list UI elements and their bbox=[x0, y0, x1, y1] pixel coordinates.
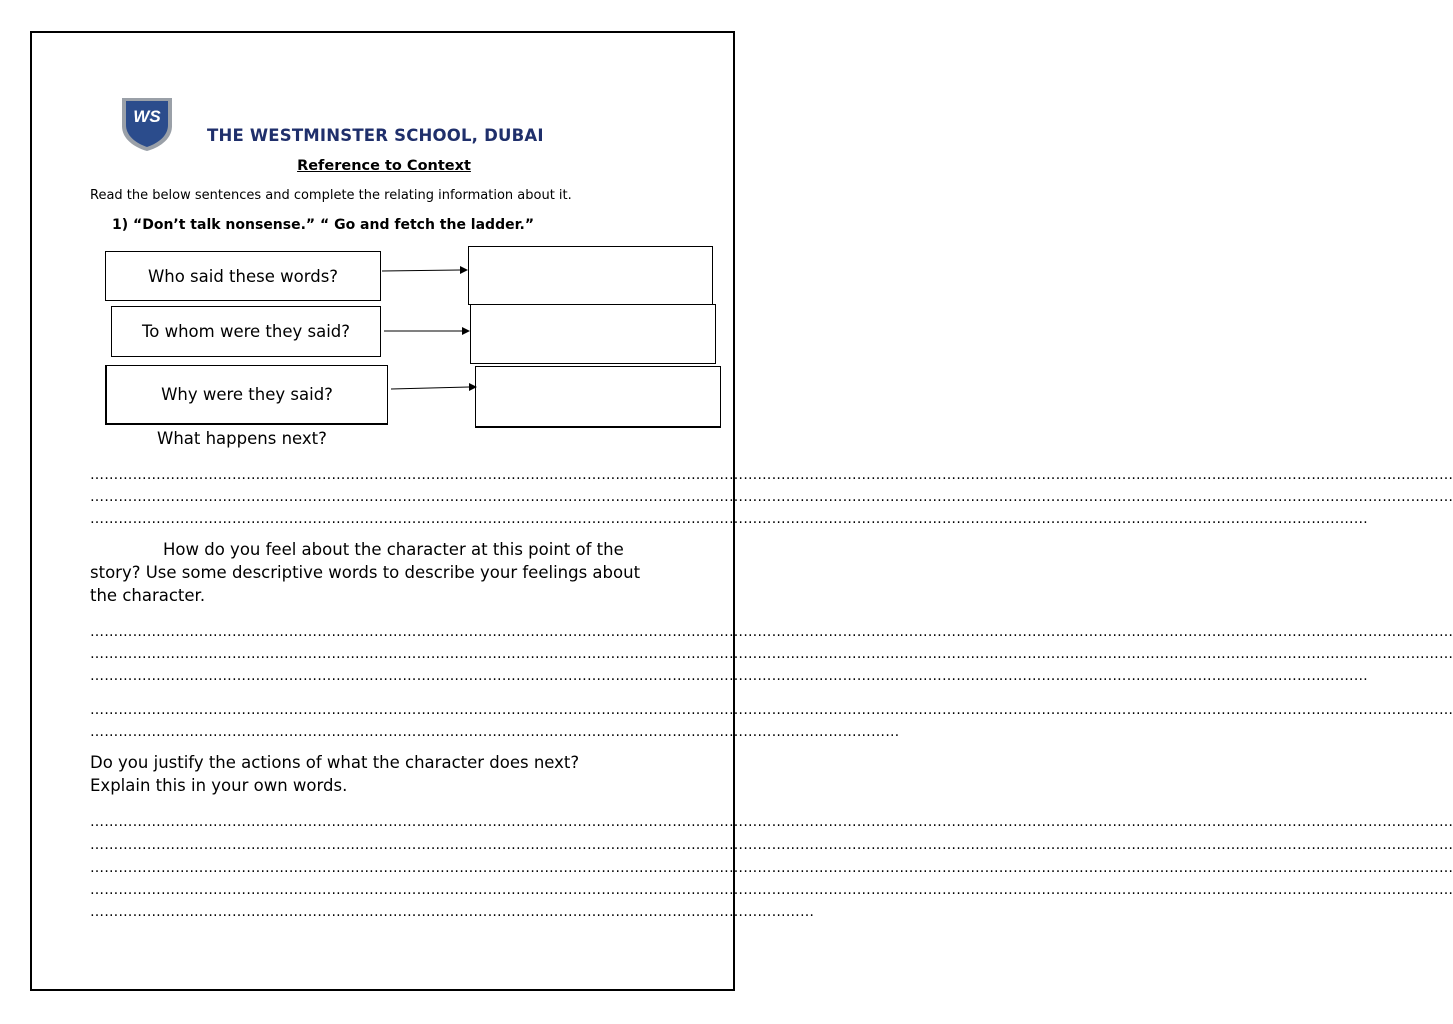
answer-line[interactable]: ……………………………………………………………………………………………………………………………………………………… bbox=[90, 724, 900, 740]
prompt-who: Who said these words? bbox=[147, 266, 339, 286]
prompt-box-who bbox=[105, 251, 381, 301]
answer-box-why[interactable] bbox=[475, 366, 721, 428]
answer-line[interactable]: ……………………………………………………………………………………………………………………………………………………………………………………………………………………………………………… bbox=[90, 668, 1368, 684]
answer-box-to-whom[interactable] bbox=[470, 304, 716, 364]
answer-line[interactable]: ……………………………………………………………………………………………………………………………………………………………………………………………………………………………………………………………… bbox=[90, 646, 1453, 662]
answer-line[interactable]: ……………………………………………………………………………………………………………………………………………………………………………………………………………………………………………………………… bbox=[90, 467, 1453, 483]
justify-question-line1: Do you justify the actions of what the character does next? bbox=[90, 753, 580, 772]
arrow-icon bbox=[382, 323, 472, 339]
arrow-icon bbox=[380, 262, 470, 278]
answer-line[interactable]: ……………………………………………………………………………………………………………………………………………………………………………………………………………………………………………………………… bbox=[90, 882, 1453, 898]
feel-question-line1: How do you feel about the character at this point of the bbox=[163, 540, 624, 559]
answer-box-who[interactable] bbox=[468, 246, 713, 305]
feel-question-line2: story? Use some descriptive words to describe your feelings about bbox=[90, 563, 641, 582]
prompt-box-why bbox=[105, 365, 388, 425]
worksheet-heading bbox=[0, 158, 768, 174]
answer-line[interactable]: ……………………………………………………………………………………………………………………………………………………………………………………………………………………………………………………………… bbox=[90, 702, 1453, 718]
feel-question-line3: the character. bbox=[90, 586, 206, 605]
question-quote: 1) “Don’t talk nonsense.” “ Go and fetch the ladder.” bbox=[112, 217, 535, 233]
prompt-why: Why were they said? bbox=[161, 385, 333, 404]
heading-text: Reference to Context bbox=[297, 158, 471, 174]
prompt-box-to-whom bbox=[111, 306, 381, 357]
answer-line[interactable]: ……………………………………………………………………………………………………………………………………………………………………………………………………………………………………………………………… bbox=[90, 814, 1453, 830]
school-name: THE WESTMINSTER SCHOOL, DUBAI bbox=[207, 126, 544, 145]
prompt-to-whom: To whom were they said? bbox=[141, 322, 351, 341]
instructions: Read the below sentences and complete the relating information about it. bbox=[90, 188, 572, 203]
answer-line[interactable]: ……………………………………………………………………………………………………………………………………………………………………………………………………………………………………………………………… bbox=[90, 837, 1453, 853]
answer-line[interactable]: ……………………………………………………………………………………………………………………………………………………………………………………………………………………………………………………………… bbox=[90, 860, 1453, 876]
answer-line[interactable]: ……………………………………………………………………………………………………………………………………… bbox=[90, 904, 815, 920]
what-happens-next: What happens next? bbox=[157, 429, 327, 448]
logo-text: WS bbox=[133, 107, 161, 126]
answer-line[interactable]: ……………………………………………………………………………………………………………………………………………………………………………………………………………………………………………………………… bbox=[90, 489, 1453, 505]
answer-line[interactable]: ……………………………………………………………………………………………………………………………………………………………………………………………………………………………………………… bbox=[90, 511, 1368, 527]
school-logo bbox=[120, 96, 174, 152]
justify-question-line2: Explain this in your own words. bbox=[90, 776, 348, 795]
answer-line[interactable]: ……………………………………………………………………………………………………………………………………………………………………………………………………………………………………………………………… bbox=[90, 624, 1453, 640]
arrow-icon bbox=[389, 380, 479, 396]
